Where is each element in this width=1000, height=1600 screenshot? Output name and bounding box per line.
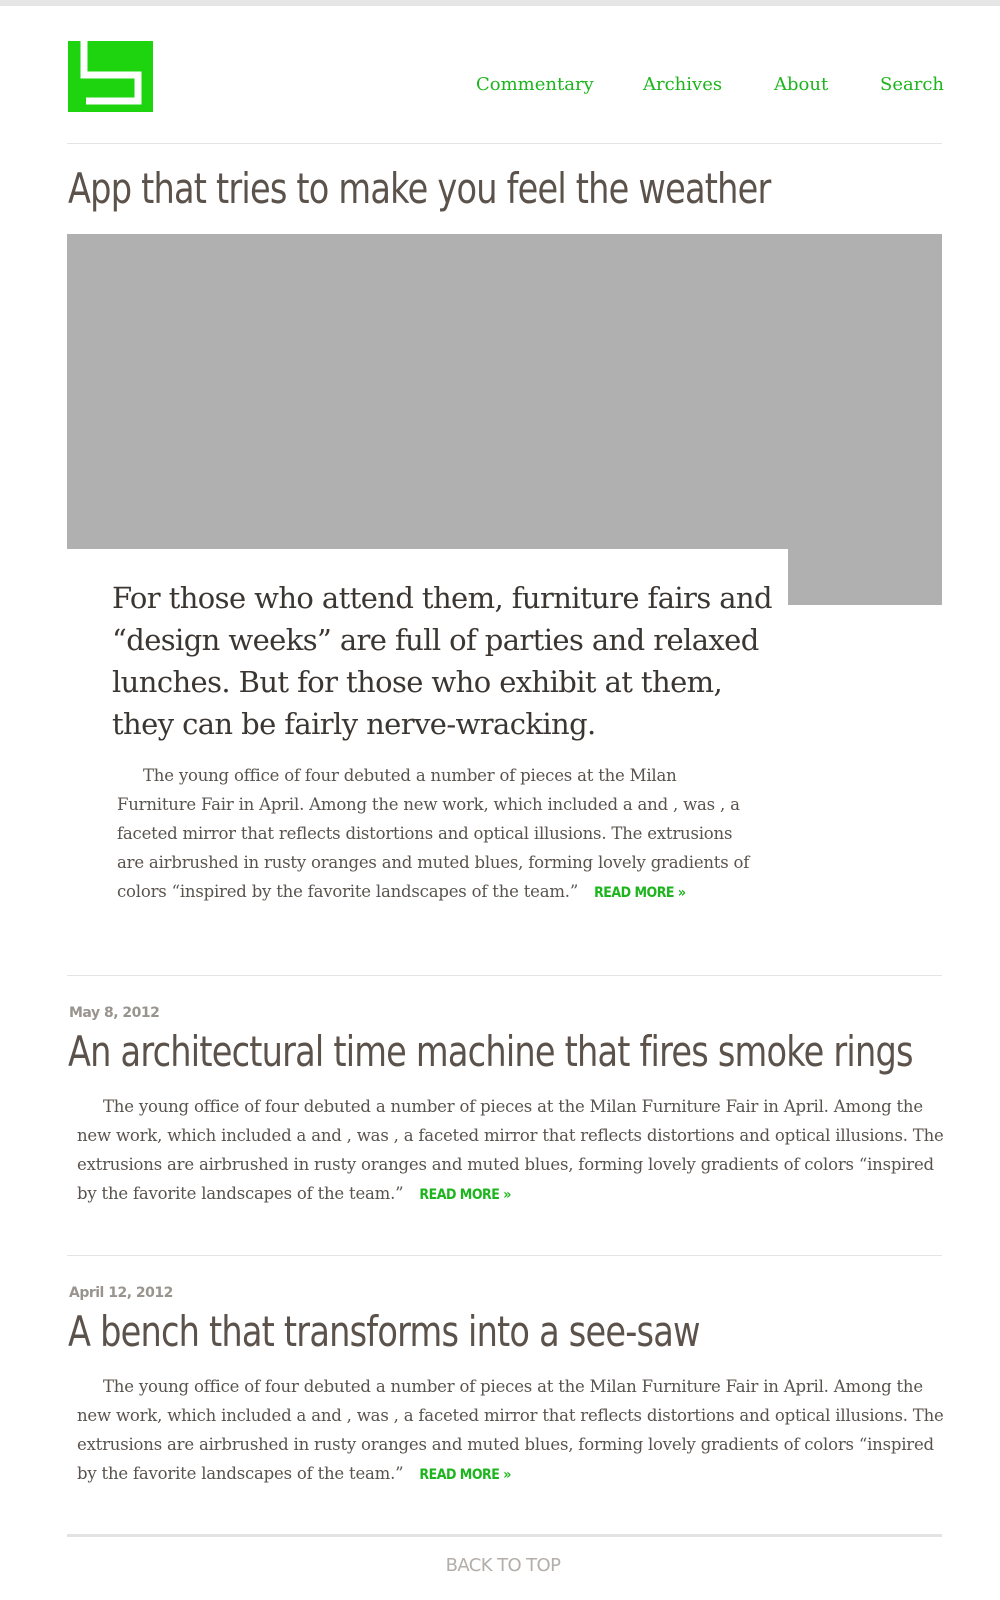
nav-commentary[interactable]: Commentary — [476, 74, 594, 95]
featured-image-tab — [788, 549, 942, 605]
main-nav — [0, 74, 1000, 100]
post-title[interactable]: A bench that transforms into a see-saw — [68, 1307, 700, 1356]
featured-image[interactable] — [67, 234, 942, 549]
featured-lede: For those who attend them, furniture fairs and “design weeks” are full of parties and relaxed lunches. But for those who exhibit at them, they can be fairly nerve-wracking. — [112, 581, 772, 741]
post-body: The young office of four debuted a number of pieces at the Milan Furniture Fair in April. Among the new work, which included a and , was , a faceted mirror that reflects distortions and optical illusions. The extrusions are airbrushed in rusty oranges and muted blues, forming lovely gradients of colors “inspired by the favorite landscapes of the team.” READ MORE » — [77, 1097, 944, 1203]
post-date: April 12, 2012 — [69, 1285, 173, 1301]
post-date: May 8, 2012 — [69, 1005, 160, 1021]
nav-about[interactable]: About — [774, 74, 829, 95]
featured-body: The young office of four debuted a number of pieces at the Milan Furniture Fair in April. Among the new work, which included a and , was , a faceted mirror that reflects distortions and optical illusions. The extrusions are airbrushed in rusty oranges and muted blues, forming lovely gradients of colors “inspired by the favorite landscapes of the team.” READ MORE » — [117, 766, 750, 901]
header-divider — [67, 143, 942, 144]
nav-search[interactable]: Search — [880, 74, 944, 95]
footer-divider — [67, 1534, 942, 1537]
featured-read-more-link[interactable]: READ MORE » — [594, 885, 686, 901]
post-title[interactable]: An architectural time machine that fires smoke rings — [68, 1027, 913, 1076]
post-read-more-link[interactable]: READ MORE » — [419, 1187, 511, 1203]
back-to-top-link[interactable]: BACK TO TOP — [445, 1555, 561, 1576]
post-body: The young office of four debuted a number of pieces at the Milan Furniture Fair in April. Among the new work, which included a and , was , a faceted mirror that reflects distortions and optical illusions. The extrusions are airbrushed in rusty oranges and muted blues, forming lovely gradients of colors “inspired by the favorite landscapes of the team.” READ MORE » — [77, 1377, 944, 1483]
post-divider-1 — [67, 975, 942, 976]
featured-title[interactable]: App that tries to make you feel the weather — [68, 164, 771, 213]
top-border — [0, 0, 1000, 6]
post-read-more-link[interactable]: READ MORE » — [419, 1467, 511, 1483]
post-divider-2 — [67, 1255, 942, 1256]
nav-archives[interactable]: Archives — [643, 74, 723, 95]
